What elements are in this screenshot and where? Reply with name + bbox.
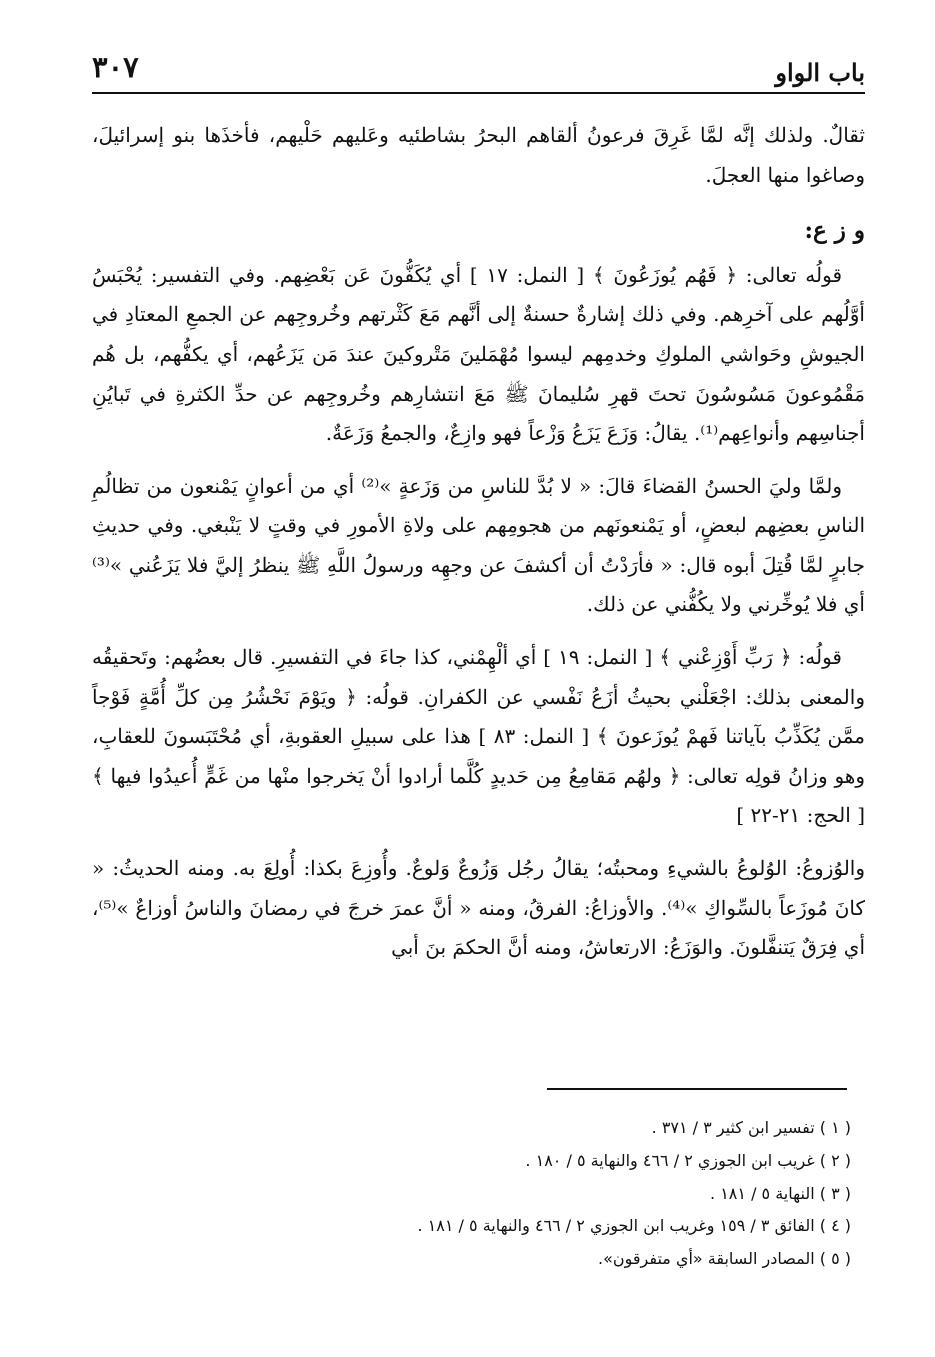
paragraph-wuzu: والوُزوعُ: الوُلوعُ بالشيءِ ومحبتُه؛ يقالُ رجُل وَزُوعٌ وَلوعٌ. وأُوزِعَ بكذا: أُولِعَ به. ومنه الحديثُ: « كانَ مُوزَعاً بالسِّواكِ »⁽⁴⁾. والأوزاعُ: الفرقُ، ومنه « أنَّ عمرَ خرجَ في رمضانَ والناسُ أوزاعٌ »⁽⁵⁾، أي فِرَقٌ يَتنفَّلونَ. والوَزَعُ: الارتعاشُ، ومنه أنَّ الحكمَ بنَ أبي	[92, 856, 866, 960]
paragraph-yuzaun: قولُه تعالى: ﴿ فَهُم يُوزَعُونَ ﴾ [ النمل: ١٧ ] أي يُكَفُّونَ عَن بَعْضِهم. وفي التفسير: يُحْبَسُ أوَّلُهم على آخرِهم. وفي ذلك إشارةٌ حسنةٌ إلى أنَّهم مَعَ كَثْرتهم وخُروجِهم عن الجمعِ المعتادِ في الجيوشِ وحَواشي الملوكِ وخدمِهم ليسوا مُهْمَلينَ مَتْروكينَ عندَ مَن يَزَعُهم، أي يكفُّهم، بل هُم مَقْمُوعونَ مَسُوسُونَ تحتَ قهرِ سُليمانَ ﷺ مَعَ انتشارِهم وخُروجِهم عن حدِّ الكثرةِ في تَبايُنِ أجناسِهم وأنواعِهم⁽¹⁾. يقالُ: وَزَعَ يَزَعُ وَزْعاً فهو وازِعٌ، والجمعُ وَزَعَةٌ.	[92, 262, 865, 446]
chapter-title: باب الواو	[775, 57, 865, 87]
paragraph-awzini: قولُه: ﴿ رَبِّ أَوْزِعْني ﴾ [ النمل: ١٩ ] أي ألْهِمْني، كذا جاءَ في التفسيرِ. قال بعضُهم: وتَحقيقُه والمعنى بذلك: اجْعَلْني بحيثُ أزَعُ نَفْسي عن الكفرانِ. قولُه: ﴿ ويَوْمَ نَحْشُرُ مِن كلِّ أُمَّةٍ فَوْجاً ممَّن يُكَذِّبُ بآياتنا فَهمْ يُوزَعونَ ﴾ [ النمل: ٨٣ ] هذا على سبيلِ العقوبةِ، أي مُحْتَبَسونَ للعقابِ، وهو وزانُ قولِه تعالى: ﴿ ولهُم مَقامِعُ مِن حَديدٍ كُلَّما أرادوا أنْ يَخرجوا منْها من غَمٍّ أُعيدُوا فيها ﴾ [ الحج: ٢١-٢٢ ]	[92, 645, 865, 828]
footnotes-list	[90, 1112, 851, 1276]
footnote-item: ( ٤ ) الفائق ٣ / ١٥٩ وغريب ابن الجوزي ٢ / ٤٦٦ والنهاية ٥ / ١٨١ .	[417, 1216, 851, 1236]
paragraph-continuation: ثقالٌ. ولذلك إنَّه لمَّا غَرِقَ فرعونُ ألقاهم البحرُ بشاطئيه وعَليهم حَلْيهم، فأخذَها بنو إسرائيلَ، وصاغوا منها العجلَ.	[92, 123, 865, 187]
page-header	[92, 38, 865, 94]
page-number: ٣٠٧	[92, 50, 139, 85]
paragraph-hasan-qada: ولمَّا وليَ الحسنُ القضاءَ قالَ: « لا بُدَّ للناسِ من وَزَعةٍ »⁽²⁾ أي من أعوانٍ يَمْنعون من تظالُمِ الناسِ بعضِهم لبعضٍ، أو يَمْنعونَهم من هجومِهم على ولاةِ الأمورِ في وقتٍ لا يَنْبغي. وفي حديثِ جابرٍ لمَّا قُتِلَ أبوه قال: « فأرَدْتُ أن أكشفَ عن وجهِه ورسولُ اللَّهِ ﷺ ينظرُ إليَّ فلا يَزَعُني »⁽³⁾ أي فلا يُوخِّرني ولا يكُفُّني عن ذلك.	[92, 473, 865, 617]
footnote-divider	[547, 1088, 847, 1090]
footnote-item: ( ٣ ) النهاية ٥ / ١٨١ .	[710, 1183, 851, 1203]
main-text	[92, 116, 865, 981]
footnote-item: ( ٥ ) المصادر السابقة «أي متفرقون».	[598, 1249, 851, 1269]
footnote-item: ( ١ ) تفسير ابن كثير ٣ / ٣٧١ .	[651, 1118, 851, 1137]
entry-heading: و ز ع:	[804, 217, 865, 245]
footnote-item: ( ٢ ) غريب ابن الجوزي ٢ / ٤٦٦ والنهاية ٥ / ١٨٠ .	[525, 1150, 851, 1170]
